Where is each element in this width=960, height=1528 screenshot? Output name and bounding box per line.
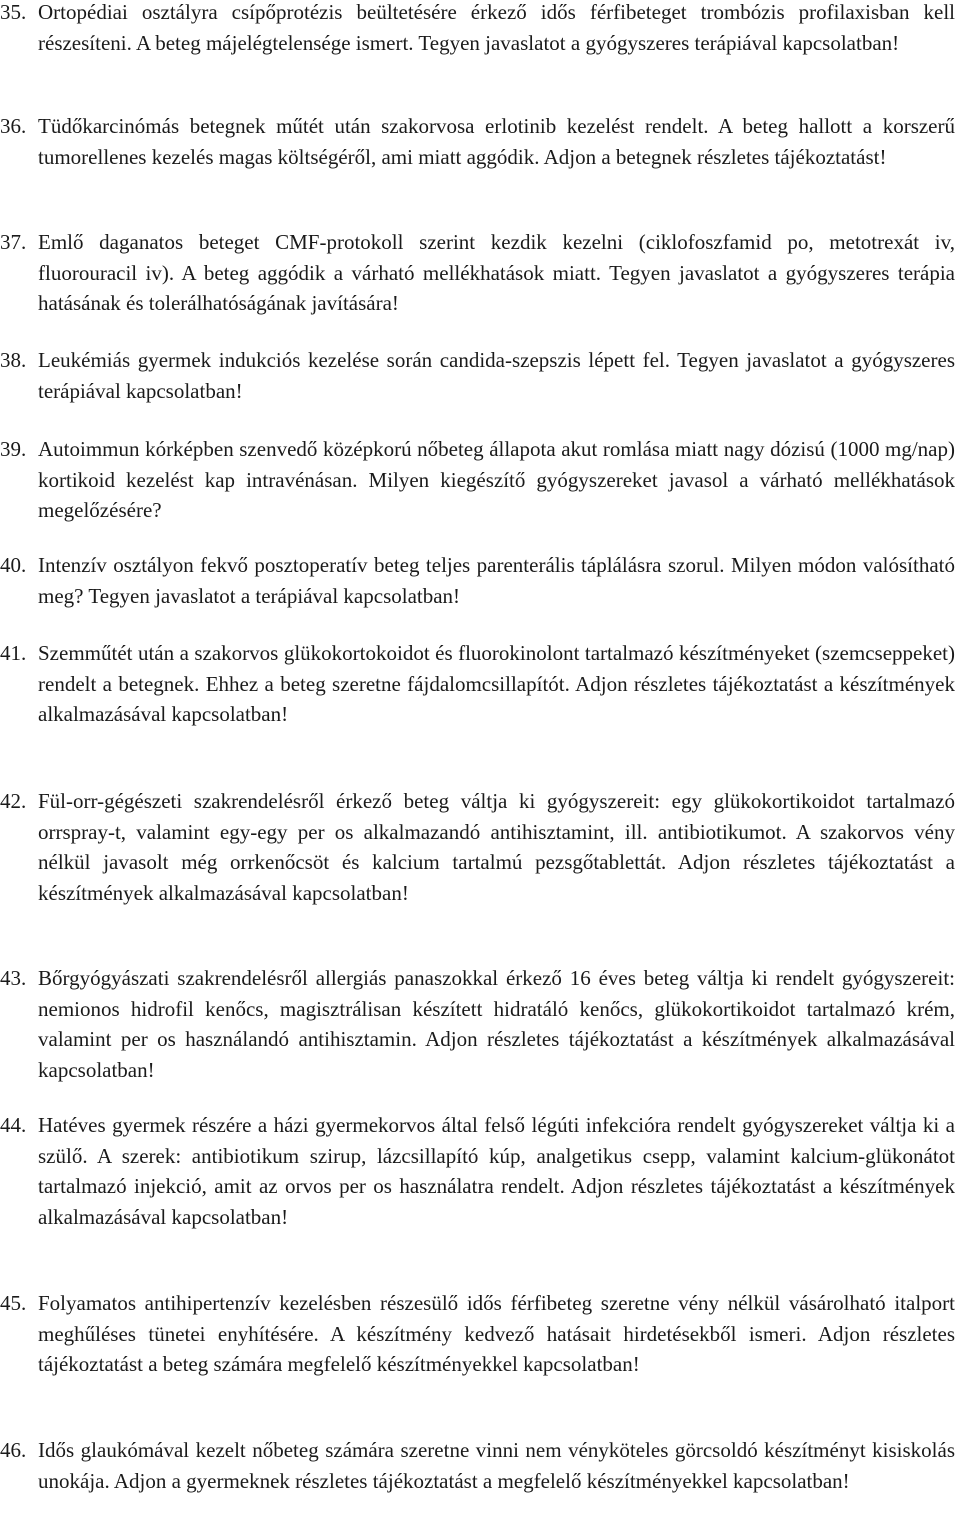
question-number: 41. xyxy=(0,641,27,665)
question-46 xyxy=(0,1435,955,1496)
question-text: Szemműtét után a szakorvos glükokortokoidot és fluorokinolont tartalmazó készítményeket (szemcseppeket) rendelt a betegnek. Ehhez a beteg szeretne fájdalomcsillapítót. Adjon részletes tájékoztatást a készítmények alkalmazásával kapcsolatban! xyxy=(38,641,955,726)
question-text: Hatéves gyermek részére a házi gyermekorvos által felső légúti infekcióra rendelt gyógyszereket váltja ki a szülő. A szerek: antibiotikum szirup, lázcsillapító kúp, analgetikus csepp, valamint kalcium-glükonátot tartalmazó injekció, amit az orvos per os használatra rendelt. Adjon részletes tájékoztatást a készítmények alkalmazásával kapcsolatban! xyxy=(38,1113,955,1229)
question-number: 38. xyxy=(0,348,27,372)
question-number: 46. xyxy=(0,1438,27,1462)
question-45 xyxy=(0,1288,955,1380)
question-text: Ortopédiai osztályra csípőprotézis beültetésére érkező idős férfibeteget trombózis profilaxisban kell részesíteni. A beteg májelégtelensége ismert. Tegyen javaslatot a gyógyszeres terápiával kapcsolatban! xyxy=(38,0,955,55)
question-text: Folyamatos antihipertenzív kezelésben részesülő idős férfibeteg szeretne vény nélkül vásárolható italport meghűléses tünetei enyhítésére. A készítmény kedvező hatásait hirdetésekből ismeri. Adjon részletes tájékoztatást a beteg számára megfelelő készítményekkel kapcsolatban! xyxy=(38,1291,955,1376)
question-text: Autoimmun kórképben szenvedő középkorú nőbeteg állapota akut romlása miatt nagy dózisú (1000 mg/nap) kortikoid kezelést kap intravénásan. Milyen kiegészítő gyógyszereket javasol a várható mellékhatások megelőzésére? xyxy=(38,437,955,522)
question-text: Emlő daganatos beteget CMF-protokoll szerint kezdik kezelni (ciklofoszfamid po, metotrexát iv, fluorouracil iv). A beteg aggódik a várható mellékhatások miatt. Tegyen javaslatot a gyógyszeres terápia hatásának és tolerálhatóságának javítására! xyxy=(38,230,955,315)
question-text: Intenzív osztályon fekvő posztoperatív beteg teljes parenterális táplálásra szorul. Milyen módon valósítható meg? Tegyen javaslatot a terápiával kapcsolatban! xyxy=(38,553,955,608)
question-38 xyxy=(0,345,955,406)
question-number: 43. xyxy=(0,966,27,990)
question-35 xyxy=(0,0,955,58)
question-number: 42. xyxy=(0,789,27,813)
question-42 xyxy=(0,786,955,908)
question-number: 39. xyxy=(0,437,27,461)
question-text: Fül-orr-gégészeti szakrendelésről érkező beteg váltja ki gyógyszereit: egy glükokortikoidot tartalmazó orrspray-t, valamint egy-egy per os alkalmazandó antihisztamint, ill. antibiotikumot. A szakorvos vény nélkül javasolt még orrkenőcsöt és kalcium tartalmú pezsgőtablettát. Adjon részletes tájékoztatást a készítmények alkalmazásával kapcsolatban! xyxy=(38,789,955,905)
question-40 xyxy=(0,550,955,611)
question-text: Tüdőkarcinómás betegnek műtét után szakorvosa erlotinib kezelést rendelt. A beteg hallott a korszerű tumorellenes kezelés magas költségéről, ami miatt aggódik. Adjon a betegnek részletes tájékoztatást! xyxy=(38,114,955,169)
question-number: 36. xyxy=(0,114,27,138)
question-39 xyxy=(0,434,955,526)
question-37 xyxy=(0,227,955,319)
question-text: Idős glaukómával kezelt nőbeteg számára szeretne vinni nem vényköteles görcsoldó készítményt kisiskolás unokája. Adjon a gyermeknek részletes tájékoztatást a megfelelő készítményekkel kapcsolatban! xyxy=(38,1438,955,1493)
question-text: Leukémiás gyermek indukciós kezelése során candida-szepszis lépett fel. Tegyen javaslatot a gyógyszeres terápiával kapcsolatban! xyxy=(38,348,955,403)
question-number: 40. xyxy=(0,553,27,577)
question-number: 45. xyxy=(0,1291,27,1315)
question-number: 35. xyxy=(0,0,27,24)
question-41 xyxy=(0,638,955,730)
question-44 xyxy=(0,1110,955,1232)
question-number: 44. xyxy=(0,1113,27,1137)
question-43 xyxy=(0,963,955,1085)
question-number: 37. xyxy=(0,230,27,254)
question-text: Bőrgyógyászati szakrendelésről allergiás panaszokkal érkező 16 éves beteg váltja ki rendelt gyógyszereit: nemionos hidrofil kenőcs, magisztrálisan készített hidratáló kenőcs, glükokortikoidot tartalmazó krém, valamint per os használandó antihisztamin. Adjon részletes tájékoztatást a készítmények alkalmazásával kapcsolatban! xyxy=(38,966,955,1082)
question-36 xyxy=(0,111,955,172)
